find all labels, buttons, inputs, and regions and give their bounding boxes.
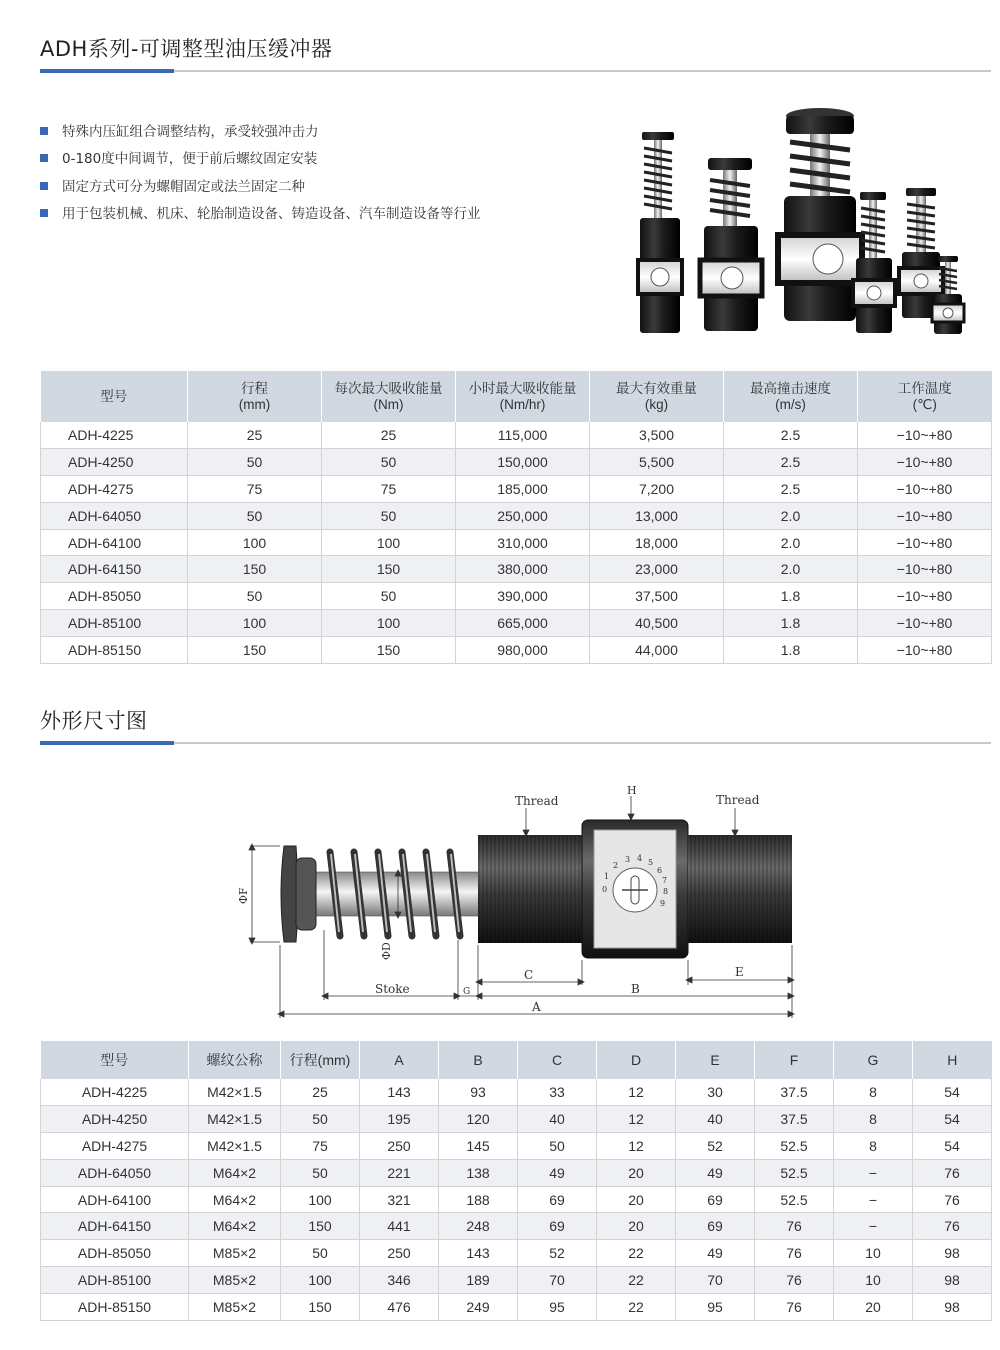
table-cell: 50 [281,1159,360,1186]
svg-text:3: 3 [625,855,631,864]
table-cell: 25 [281,1079,360,1106]
table-cell: 12 [597,1079,676,1106]
table-cell: 5,500 [590,449,724,476]
table-row [41,636,992,663]
model-cell: ADH-85150 [41,1293,189,1320]
table-cell: 100 [281,1186,360,1213]
table-cell: M64×2 [189,1186,281,1213]
table-cell: 189 [439,1267,518,1294]
shock-absorber-photo [700,158,762,331]
table-cell: 390,000 [456,583,590,610]
svg-text:2: 2 [613,861,619,870]
table-cell: 100 [322,529,456,556]
table-cell: 138 [439,1159,518,1186]
table-cell: 8 [834,1079,913,1106]
table-cell: 321 [360,1186,439,1213]
table-cell: 250,000 [456,502,590,529]
table-cell: 665,000 [456,610,590,637]
table-cell: 50 [322,502,456,529]
table-cell: 50 [281,1106,360,1133]
e-label: E [735,965,744,979]
table-row [41,1186,992,1213]
header-cell: C [518,1041,597,1079]
svg-text:0: 0 [602,885,608,894]
table-cell: 150 [188,556,322,583]
table-cell: −10~+80 [858,422,992,449]
dimension-table [40,1041,992,1321]
product-photo [620,100,990,340]
feature-text: 特殊内压缸组合调整结构，承受较强冲击力 [62,124,319,140]
model-cell: ADH-64050 [41,1159,189,1186]
table-cell: 100 [281,1267,360,1294]
table-cell: −10~+80 [858,556,992,583]
table-cell: 20 [834,1293,913,1320]
table-row [41,1133,992,1160]
g-label: G [463,987,471,997]
table-cell: 52.5 [755,1159,834,1186]
square-bullet-icon [40,154,48,162]
svg-text:8: 8 [663,887,669,896]
table-cell: M64×2 [189,1159,281,1186]
spec-table-body [41,422,992,663]
model-cell: ADH-64150 [41,1213,189,1240]
model-cell: ADH-4275 [41,476,188,503]
table-cell: 10 [834,1240,913,1267]
table-row [41,1293,992,1320]
table-cell: 441 [360,1213,439,1240]
table-cell: 98 [913,1293,992,1320]
table-row [41,1079,992,1106]
table-cell: 33 [518,1079,597,1106]
table-cell: 188 [439,1186,518,1213]
header-cell: 小时最大吸收能量 (Nm/hr) [456,371,590,422]
table-cell: 25 [188,422,322,449]
table-cell: 7,200 [590,476,724,503]
table-cell: −10~+80 [858,529,992,556]
table-cell: 76 [913,1159,992,1186]
table-row [41,1159,992,1186]
square-bullet-icon [40,182,48,190]
feature-item [40,149,481,176]
table-cell: M42×1.5 [189,1133,281,1160]
table-row [41,422,992,449]
table-cell: 143 [439,1240,518,1267]
table-cell: 150,000 [456,449,590,476]
table-cell: −10~+80 [858,583,992,610]
table-cell: 37.5 [755,1106,834,1133]
table-row [41,1267,992,1294]
header-cell: 工作温度 (℃) [858,371,992,422]
table-row [41,610,992,637]
table-cell: 100 [188,529,322,556]
table-cell: 49 [676,1159,755,1186]
shock-absorber-photo [778,108,862,321]
table-cell: 8 [834,1133,913,1160]
table-cell: 2.5 [724,422,858,449]
table-cell: −10~+80 [858,502,992,529]
table-cell: 145 [439,1133,518,1160]
table-cell: 50 [281,1240,360,1267]
table-cell: 76 [755,1293,834,1320]
table-row [41,1213,992,1240]
table-cell: 69 [676,1213,755,1240]
model-cell: ADH-4250 [41,449,188,476]
model-cell: ADH-4225 [41,1079,189,1106]
table-cell: 30 [676,1079,755,1106]
phi-f-label: ΦF [237,887,250,904]
header-cell: G [834,1041,913,1079]
table-row [41,1240,992,1267]
table-cell: 120 [439,1106,518,1133]
table-cell: M42×1.5 [189,1079,281,1106]
model-cell: ADH-85050 [41,583,188,610]
table-cell: 40 [518,1106,597,1133]
model-cell: ADH-85050 [41,1240,189,1267]
table-cell: 150 [281,1293,360,1320]
model-cell: ADH-64050 [41,502,188,529]
shock-absorber-photo [638,132,682,333]
table-cell: 52.5 [755,1186,834,1213]
table-cell: 69 [518,1213,597,1240]
table-cell: 52 [676,1133,755,1160]
phi-d-label: ΦD [380,942,393,960]
table-cell: 3,500 [590,422,724,449]
b-label: B [631,982,640,996]
a-label: A [532,1000,541,1014]
table-cell: 250 [360,1133,439,1160]
table-cell: 76 [755,1240,834,1267]
table-cell: 250 [360,1240,439,1267]
svg-text:7: 7 [662,876,668,885]
table-cell: 76 [913,1186,992,1213]
table-cell: 12 [597,1106,676,1133]
table-cell: 40 [676,1106,755,1133]
table-cell: 150 [322,556,456,583]
feature-text: 固定方式可分为螺帽固定或法兰固定二种 [62,178,305,195]
table-cell: 22 [597,1293,676,1320]
h-label: H [627,784,637,797]
table-cell: 248 [439,1213,518,1240]
header-cell: B [439,1041,518,1079]
header-cell: 型号 [41,371,188,422]
table-header-row [41,1041,992,1079]
table-cell: 22 [597,1240,676,1267]
svg-text:4: 4 [637,854,643,863]
table-cell: 8 [834,1106,913,1133]
section-divider-accent [40,69,174,73]
stoke-label: Stoke [375,982,410,996]
table-cell: 52.5 [755,1133,834,1160]
table-row [41,583,992,610]
table-cell: 476 [360,1293,439,1320]
model-cell: ADH-64150 [41,556,188,583]
table-row [41,449,992,476]
table-cell: 25 [322,422,456,449]
table-cell: 54 [913,1079,992,1106]
header-cell: 最高撞击速度 (m/s) [724,371,858,422]
model-cell: ADH-4225 [41,422,188,449]
table-cell: 13,000 [590,502,724,529]
table-cell: 93 [439,1079,518,1106]
svg-text:6: 6 [657,866,663,875]
table-row [41,556,992,583]
model-cell: ADH-4275 [41,1133,189,1160]
table-cell: 150 [281,1213,360,1240]
table-cell: 23,000 [590,556,724,583]
section-divider [40,70,991,72]
feature-item [40,204,481,231]
model-cell: ADH-85100 [41,1267,189,1294]
table-cell: M85×2 [189,1240,281,1267]
model-cell: ADH-64100 [41,1186,189,1213]
table-cell: 37.5 [755,1079,834,1106]
header-cell: 每次最大吸收能量 (Nm) [322,371,456,422]
table-cell: 49 [676,1240,755,1267]
table-cell: M64×2 [189,1213,281,1240]
section-divider [40,742,991,744]
table-cell: 380,000 [456,556,590,583]
header-cell: F [755,1041,834,1079]
table-cell: 70 [676,1267,755,1294]
table-row [41,1106,992,1133]
table-cell: −10~+80 [858,610,992,637]
table-row [41,529,992,556]
header-cell: D [597,1041,676,1079]
table-cell: 98 [913,1240,992,1267]
header-cell: A [360,1041,439,1079]
table-cell: 76 [913,1213,992,1240]
table-cell: 980,000 [456,636,590,663]
dimension-drawing [230,780,810,1025]
table-cell: 346 [360,1267,439,1294]
table-cell: 44,000 [590,636,724,663]
table-cell: − [834,1159,913,1186]
table-cell: 49 [518,1159,597,1186]
model-cell: ADH-4250 [41,1106,189,1133]
thread-label-left: Thread [515,794,559,808]
model-cell: ADH-85150 [41,636,188,663]
header-cell: E [676,1041,755,1079]
section-divider-accent [40,741,174,745]
table-cell: 69 [676,1186,755,1213]
table-cell: 20 [597,1186,676,1213]
svg-text:9: 9 [660,899,666,908]
shock-absorber-photo [853,192,895,333]
table-cell: 100 [322,610,456,637]
table-cell: 150 [188,636,322,663]
table-cell: 2.5 [724,449,858,476]
table-cell: M85×2 [189,1267,281,1294]
header-cell: 型号 [41,1041,189,1079]
table-cell: 185,000 [456,476,590,503]
table-cell: 50 [188,502,322,529]
table-cell: M85×2 [189,1293,281,1320]
table-cell: 1.8 [724,583,858,610]
table-cell: M42×1.5 [189,1106,281,1133]
table-header-row [41,371,992,422]
table-row [41,476,992,503]
table-cell: −10~+80 [858,636,992,663]
table-cell: −10~+80 [858,449,992,476]
table-cell: 75 [281,1133,360,1160]
table-cell: 20 [597,1159,676,1186]
table-cell: 69 [518,1186,597,1213]
table-cell: 50 [322,449,456,476]
table-cell: − [834,1186,913,1213]
feature-text: 用于包装机械、机床、轮胎制造设备、铸造设备、汽车制造设备等行业 [62,205,481,222]
table-cell: 98 [913,1267,992,1294]
cap-neck [296,858,316,930]
cap-head [281,846,298,942]
thread-label-right: Thread [716,793,760,807]
table-cell: 249 [439,1293,518,1320]
table-cell: 1.8 [724,636,858,663]
table-cell: 12 [597,1133,676,1160]
table-cell: 52 [518,1240,597,1267]
header-cell: 螺纹公称 [189,1041,281,1079]
model-cell: ADH-85100 [41,610,188,637]
table-cell: 18,000 [590,529,724,556]
table-cell: 76 [755,1213,834,1240]
header-cell: 最大有效重量 (kg) [590,371,724,422]
header-cell: 行程 (mm) [188,371,322,422]
c-label: C [524,968,534,982]
table-cell: 150 [322,636,456,663]
square-bullet-icon [40,209,48,217]
svg-text:5: 5 [648,858,654,867]
table-row [41,502,992,529]
table-cell: 54 [913,1106,992,1133]
table-cell: 75 [322,476,456,503]
table-cell: 100 [188,610,322,637]
spec-table [40,371,992,664]
header-cell: 行程(mm) [281,1041,360,1079]
table-cell: 2.5 [724,476,858,503]
table-cell: 2.0 [724,529,858,556]
table-cell: 95 [676,1293,755,1320]
table-cell: 310,000 [456,529,590,556]
section-title-dimensions: 外形尺寸图 [40,709,148,733]
table-cell: 50 [188,449,322,476]
table-cell: 75 [188,476,322,503]
header-cell: H [913,1041,992,1079]
table-cell: 50 [322,583,456,610]
table-cell: 221 [360,1159,439,1186]
table-cell: 54 [913,1133,992,1160]
dimension-table-body [41,1079,992,1320]
table-cell: 76 [755,1267,834,1294]
table-cell: − [834,1213,913,1240]
table-cell: 20 [597,1213,676,1240]
square-bullet-icon [40,127,48,135]
piston-rod [292,872,492,916]
feature-item [40,122,481,149]
table-cell: 40,500 [590,610,724,637]
table-cell: 70 [518,1267,597,1294]
table-cell: 37,500 [590,583,724,610]
feature-text: 0-180度中间调节，便于前后螺纹固定安装 [62,151,318,168]
table-cell: 2.0 [724,556,858,583]
table-cell: 10 [834,1267,913,1294]
feature-list [40,122,481,231]
table-cell: 195 [360,1106,439,1133]
table-cell: 143 [360,1079,439,1106]
table-cell: 95 [518,1293,597,1320]
model-cell: ADH-64100 [41,529,188,556]
section-title-product: ADH系列-可调整型油压缓冲器 [40,37,333,61]
table-cell: 50 [188,583,322,610]
table-cell: −10~+80 [858,476,992,503]
feature-item [40,177,481,204]
table-cell: 115,000 [456,422,590,449]
table-cell: 22 [597,1267,676,1294]
table-cell: 2.0 [724,502,858,529]
svg-text:1: 1 [604,872,610,881]
table-cell: 50 [518,1133,597,1160]
table-cell: 1.8 [724,610,858,637]
